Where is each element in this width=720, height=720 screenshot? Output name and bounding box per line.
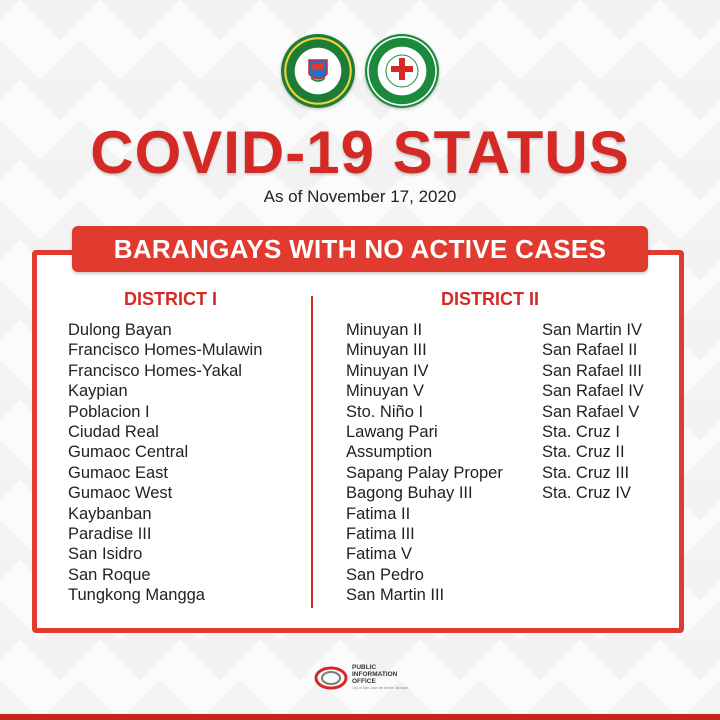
district-2-list-a — [346, 320, 503, 606]
barangay-item: Sto. Niño I — [346, 402, 424, 421]
barangay-item: San Roque — [68, 565, 151, 584]
barangay-item: Sta. Cruz II — [542, 443, 625, 462]
barangay-item: San Rafael V — [542, 402, 640, 421]
barangay-item: Minuyan V — [346, 382, 424, 401]
barangay-item: Paradise III — [68, 525, 152, 544]
barangay-item: Gumaoc East — [68, 463, 168, 482]
city-health-office-logo — [365, 34, 439, 108]
footer-sub: City of San Jose del Monte, Bulacan — [352, 686, 409, 690]
barangay-item: San Martin IV — [542, 321, 642, 339]
footer-line-2: INFORMATION — [352, 671, 398, 678]
barangay-item: Francisco Homes-Yakal — [68, 361, 242, 380]
barangay-item: Kaypian — [68, 382, 128, 401]
barangay-item: Fatima II — [346, 504, 411, 523]
city-seal-logo — [281, 34, 355, 108]
barangay-item: Minuyan II — [346, 321, 423, 339]
barangay-item: Dulong Bayan — [68, 321, 172, 339]
barangay-item: Francisco Homes-Mulawin — [68, 341, 263, 360]
barangay-item: San Martin III — [346, 586, 445, 605]
barangay-item: Tungkong Mangga — [68, 586, 205, 605]
barangay-item: San Pedro — [346, 565, 424, 584]
page-title: COVID-19 STATUS — [90, 119, 630, 186]
section-banner: BARANGAYS WITH NO ACTIVE CASES — [72, 226, 648, 272]
barangay-item: Gumaoc West — [68, 484, 173, 503]
barangay-item: San Rafael IV — [542, 382, 644, 401]
barangay-item: Minuyan IV — [346, 361, 429, 380]
barangay-item: San Rafael III — [542, 361, 642, 380]
barangay-item: Bagong Buhay III — [346, 484, 473, 503]
barangay-item: Gumaoc Central — [68, 443, 189, 462]
bottom-bar — [0, 714, 720, 720]
barangay-item: Ciudad Real — [68, 423, 159, 442]
barangay-item: Minuyan III — [346, 341, 427, 360]
status-date: As of November 17, 2020 — [263, 187, 457, 206]
district-1-heading: DISTRICT I — [124, 289, 217, 309]
footer-line-3: OFFICE — [352, 678, 376, 685]
barangay-item: Poblacion I — [68, 402, 150, 421]
barangay-item: Sapang Palay Proper — [346, 463, 503, 482]
pio-swirl-icon — [314, 665, 348, 691]
barangay-item: San Rafael II — [542, 341, 638, 360]
barangay-item: Fatima III — [346, 525, 415, 544]
barangay-item: San Isidro — [68, 545, 143, 564]
district-1-list — [68, 320, 262, 606]
barangay-item: Sta. Cruz I — [542, 423, 620, 442]
logos-row — [0, 34, 720, 108]
column-divider — [311, 296, 313, 608]
barangay-item: Fatima V — [346, 545, 413, 564]
district-2-heading: DISTRICT II — [441, 289, 539, 309]
barangay-item: Assumption — [346, 443, 433, 462]
district-2-list-b — [542, 320, 644, 504]
barangay-item: Sta. Cruz III — [542, 463, 630, 482]
footer-line-1: PUBLIC — [352, 664, 377, 671]
barangay-item: Kaybanban — [68, 504, 152, 523]
barangay-item: Sta. Cruz IV — [542, 484, 631, 503]
barangay-item: Lawang Pari — [346, 423, 438, 442]
public-information-office-logo — [314, 664, 408, 692]
